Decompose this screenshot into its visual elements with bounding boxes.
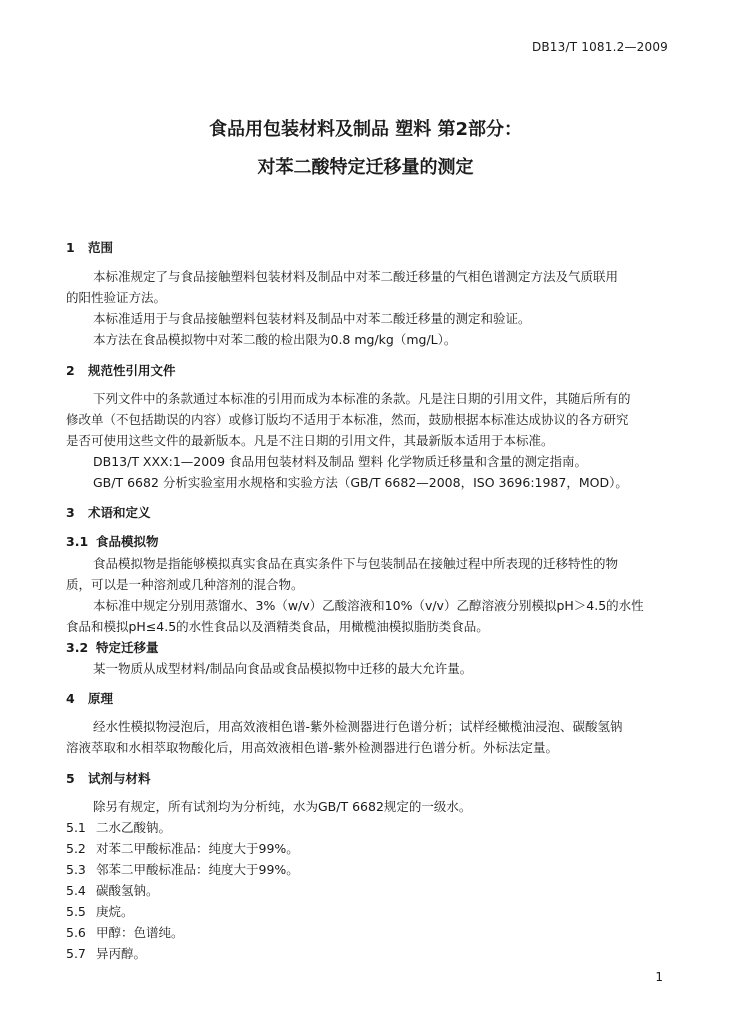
paragraph: 本标准中规定分别用蒸馏水、3%（w/v）乙酸溶液和10%（v/v）乙醇溶液分别模拟pH＞4.5的水性 <box>93 598 644 613</box>
paragraph-continuation: 的阳性验证方法。 <box>66 290 167 305</box>
paragraph-continuation: 食品和模拟pH≤4.5的水性食品以及酒精类食品，用橄榄油模拟脂肪类食品。 <box>66 619 489 634</box>
list-item <box>66 944 146 962</box>
section-title: 规范性引用文件 <box>88 363 176 378</box>
paragraph-continuation: 是否可使用这些文件的最新版本。凡是不注日期的引用文件，其最新版本适用于本标准。 <box>66 433 554 448</box>
page-number: 1 <box>655 970 663 984</box>
paragraph-continuation: 溶液萃取和水相萃取物酸化后，用高效液相色谱-紫外检测器进行色谱分析。外标法定量。 <box>66 740 559 755</box>
item-number: 5.7 <box>66 946 86 961</box>
section-heading-1 <box>66 238 113 256</box>
item-text: 二水乙酸钠。 <box>96 820 172 835</box>
paragraph-continuation: 修改单（不包括勘误的内容）或修订版均不适用于本标准，然而，鼓励根据本标准达成协议的各方研究 <box>66 412 629 427</box>
item-text: 庚烷。 <box>96 904 134 919</box>
list-item <box>66 860 299 878</box>
list-item <box>66 818 171 836</box>
paragraph: 除另有规定，所有试剂均为分析纯，水为GB/T 6682规定的一级水。 <box>93 799 472 814</box>
item-text: 对苯二甲酸标准品：纯度大于99%。 <box>96 841 299 856</box>
subsection-heading-3-1 <box>66 532 159 550</box>
item-text: 甲醇：色谱纯。 <box>96 925 184 940</box>
list-item <box>66 839 299 857</box>
section-number: 4 <box>66 691 75 706</box>
list-item <box>66 902 134 920</box>
standard-number: DB13/T 1081.2—2009 <box>531 40 668 54</box>
section-title: 原理 <box>88 691 114 706</box>
section-heading-3 <box>66 503 151 521</box>
paragraph-continuation: 质，可以是一种溶剂或几种溶剂的混合物。 <box>66 577 304 592</box>
paragraph: 本标准适用于与食品接触塑料包装材料及制品中对苯二酸迁移量的测定和验证。 <box>93 311 531 326</box>
item-number: 5.5 <box>66 904 86 919</box>
item-number: 5.3 <box>66 862 86 877</box>
paragraph: 食品模拟物是指能够模拟真实食品在真实条件下与包装制品在接触过程中所表现的迁移特性的物 <box>93 556 619 571</box>
section-title: 食品模拟物 <box>96 534 159 549</box>
item-number: 5.2 <box>66 841 86 856</box>
section-number: 5 <box>66 771 75 786</box>
paragraph: 本标准规定了与食品接触塑料包装材料及制品中对苯二酸迁移量的气相色谱测定方法及气质联用 <box>93 269 619 284</box>
section-heading-2 <box>66 361 176 379</box>
paragraph: 下列文件中的条款通过本标准的引用而成为本标准的条款。凡是注日期的引用文件，其随后所有的 <box>93 391 631 406</box>
section-heading-5 <box>66 769 151 787</box>
reference-item: GB/T 6682 分析实验室用水规格和实验方法（GB/T 6682—2008，ISO 3696:1987，MOD）。 <box>93 475 628 490</box>
list-item <box>66 923 184 941</box>
item-number: 5.6 <box>66 925 86 940</box>
paragraph: 经水性模拟物浸泡后，用高效液相色谱-紫外检测器进行色谱分析；试样经橄榄油浸泡、碳酸氢钠 <box>93 719 623 734</box>
section-number: 3.1 <box>66 534 89 549</box>
section-number: 3.2 <box>66 640 89 655</box>
section-title: 试剂与材料 <box>88 771 151 786</box>
list-item <box>66 881 159 899</box>
section-title: 范围 <box>88 240 114 255</box>
item-text: 异丙醇。 <box>96 946 147 961</box>
section-number: 1 <box>66 240 75 255</box>
item-text: 碳酸氢钠。 <box>96 883 159 898</box>
subsection-heading-3-2 <box>66 638 159 656</box>
section-number: 2 <box>66 363 75 378</box>
paragraph: 某一物质从成型材料/制品向食品或食品模拟物中迁移的最大允许量。 <box>93 661 473 676</box>
section-title: 特定迁移量 <box>96 640 159 655</box>
item-text: 邻苯二甲酸标准品：纯度大于99%。 <box>96 862 299 877</box>
document-title-line2: 对苯二酸特定迁移量的测定 <box>257 157 474 178</box>
paragraph: 本方法在食品模拟物中对苯二酸的检出限为0.8 mg/kg（mg/L）。 <box>93 332 457 347</box>
reference-item: DB13/T XXX:1—2009 食品用包装材料及制品 塑料 化学物质迁移量和含量的测定指南。 <box>93 454 588 469</box>
section-number: 3 <box>66 505 75 520</box>
item-number: 5.1 <box>66 820 86 835</box>
document-title-line1: 食品用包装材料及制品 塑料 第2部分： <box>208 119 523 140</box>
section-title: 术语和定义 <box>88 505 151 520</box>
section-heading-4 <box>66 689 113 707</box>
item-number: 5.4 <box>66 883 86 898</box>
